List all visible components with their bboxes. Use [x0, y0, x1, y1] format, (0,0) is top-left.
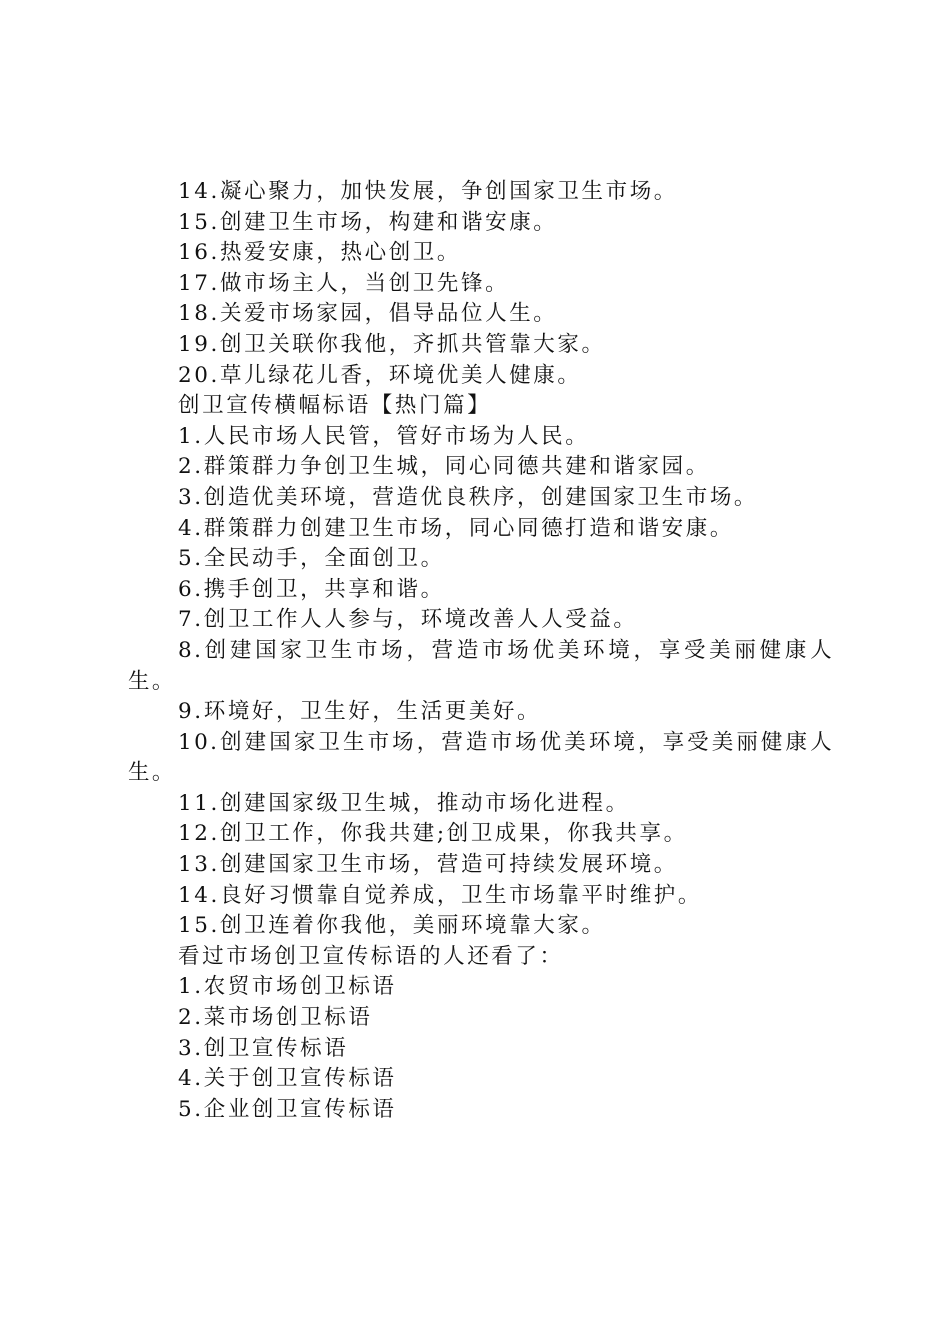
slogan-line: 2.群策群力争创卫生城，同心同德共建和谐家园。	[178, 454, 710, 480]
related-item: 4.关于创卫宣传标语	[178, 1066, 397, 1092]
slogan-line: 7.创卫工作人人参与，环境改善人人受益。	[178, 607, 638, 633]
slogan-line: 15.创卫连着你我他，美丽环境靠大家。	[178, 913, 606, 939]
slogan-line: 8.创建国家卫生市场，营造市场优美环境，享受美丽健康人生。	[128, 637, 834, 694]
slogan-line: 20.草儿绿花儿香，环境优美人健康。	[178, 362, 582, 388]
slogan-line: 16.热爱安康，热心创卫。	[178, 240, 461, 266]
related-item: 2.菜市场创卫标语	[178, 1005, 373, 1031]
slogan-line: 10.创建国家卫生市场，营造市场优美环境，享受美丽健康人生。	[128, 729, 834, 786]
slogan-line: 19.创卫关联你我他，齐抓共管靠大家。	[178, 331, 606, 357]
related-heading: 看过市场创卫宣传标语的人还看了：	[178, 943, 564, 969]
slogan-line: 3.创造优美环境，营造优良秩序，创建国家卫生市场。	[178, 484, 759, 510]
related-item: 5.企业创卫宣传标语	[178, 1096, 397, 1122]
slogan-line: 1.人民市场人民管，管好市场为人民。	[178, 423, 590, 449]
section-heading: 创卫宣传横幅标语【热门篇】	[178, 393, 492, 419]
slogan-line: 12.创卫工作，你我共建;创卫成果，你我共享。	[178, 821, 688, 847]
slogan-line: 17.做市场主人，当创卫先锋。	[178, 270, 510, 296]
document-body	[128, 177, 834, 1125]
related-item: 3.创卫宣传标语	[178, 1035, 349, 1061]
slogan-line: 15.创建卫生市场，构建和谐安康。	[178, 209, 558, 235]
slogan-line: 11.创建国家级卫生城，推动市场化进程。	[178, 790, 630, 816]
slogan-line: 14.凝心聚力，加快发展，争创国家卫生市场。	[178, 179, 678, 204]
slogan-line: 4.群策群力创建卫生市场，同心同德打造和谐安康。	[178, 515, 734, 541]
slogan-line: 14.良好习惯靠自觉养成，卫生市场靠平时维护。	[178, 882, 702, 908]
slogan-line: 5.全民动手，全面创卫。	[178, 546, 445, 572]
slogan-line: 18.关爱市场家园，倡导品位人生。	[178, 301, 558, 327]
slogan-line: 6.携手创卫，共享和谐。	[178, 576, 445, 602]
slogan-line: 9.环境好，卫生好，生活更美好。	[178, 699, 542, 725]
related-item: 1.农贸市场创卫标语	[178, 974, 397, 1000]
slogan-line: 13.创建国家卫生市场，营造可持续发展环境。	[178, 852, 678, 878]
